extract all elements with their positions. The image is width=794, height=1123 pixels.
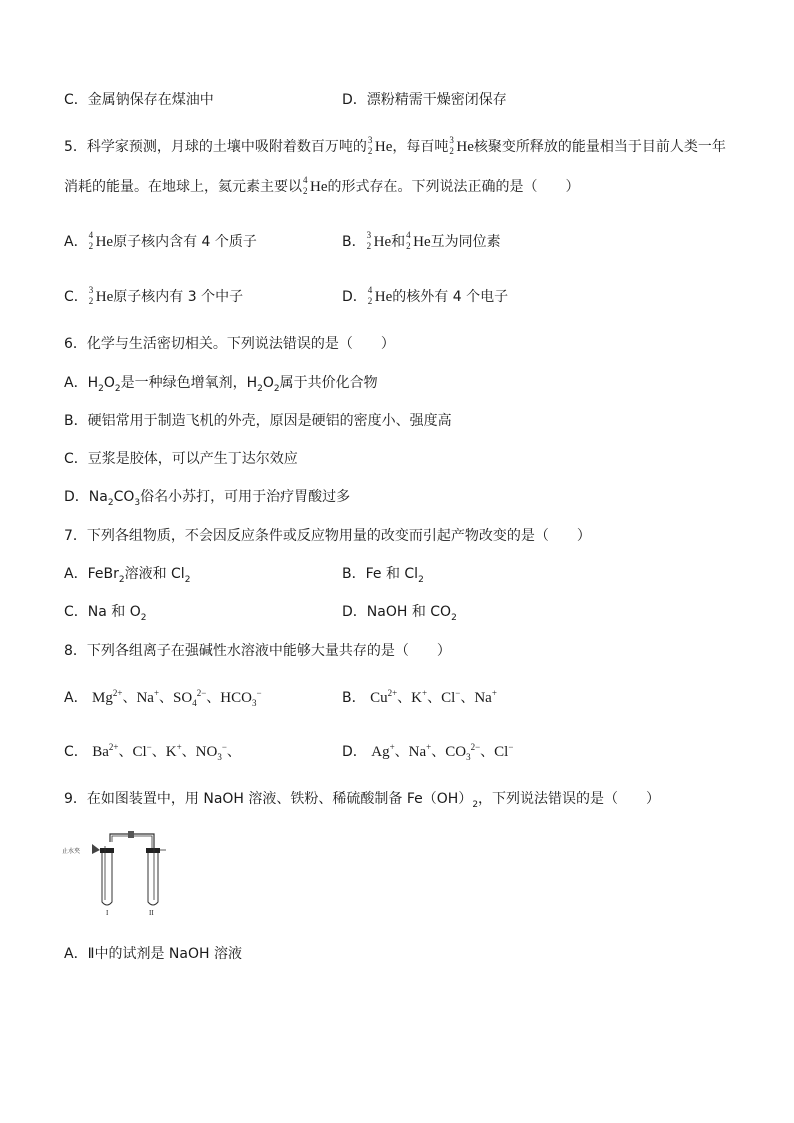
q9-option-a: A．Ⅱ中的试剂是 NaOH 溶液 <box>64 946 242 962</box>
q7-stem: 7．下列各组物质，不会因反应条件或反应物用量的改变而引起产物改变的是（ ） <box>64 528 591 544</box>
q6-stem: 6．化学与生活密切相关。下列说法错误的是（ ） <box>64 336 395 352</box>
q7-option-d: D．NaOH 和 $CO_2$ <box>342 604 457 623</box>
tube-ii-label: II <box>149 909 154 916</box>
q5-option-b: B． 3 2 He和 4 2 He互为同位素 <box>342 230 501 251</box>
q8-option-d: D． Ag+、Na+、$CO_3^{2-}$、Cl− <box>342 742 514 762</box>
q4-option-d: D．漂粉精需干燥密闭保存 <box>342 92 507 108</box>
q5-option-c: C． 3 2 He原子核内有 3 个中子 <box>64 285 244 306</box>
apparatus-figure <box>62 826 178 916</box>
q5-stem-line2: 消耗的能量。在地球上，氦元素主要以 4 2 He的形式存在。下列说法正确的是（ ） <box>64 175 580 196</box>
q7-option-a: A．FeBr$_2$溶液和 $Cl_2$ <box>64 566 191 585</box>
clamp-label: 止水夹 <box>62 848 81 855</box>
q7-option-c: C．Na 和 $O_2$ <box>64 604 147 623</box>
q6-option-b: B．硬铝常用于制造飞机的外壳，原因是硬铝的密度小、强度高 <box>64 413 452 429</box>
q8-option-c: C． $Ba^{2+}$、Cl−、K+、$NO_3^-$、 <box>64 742 241 762</box>
q5-option-a: A． 4 2 He原子核内含有 4 个质子 <box>64 230 257 251</box>
q9-stem: 9．在如图装置中，用 NaOH 溶液、铁粉、稀硫酸制备 $Fe(OH)_2$，下列说法错误的是（ ） <box>64 791 661 810</box>
q8-option-b: B． $Cu^{2+}$、K+、Cl−、Na+ <box>342 688 497 706</box>
q7-option-b: B．Fe 和 $Cl_2$ <box>342 566 424 585</box>
q6-option-a: A．$H_2O_2$是一种绿色增氧剂，$H_2O_2$属于共价化合物 <box>64 375 378 394</box>
q8-stem: 8．下列各组离子在强碱性水溶液中能够大量共存的是（ ） <box>64 643 451 659</box>
q6-option-d: D．$Na_2CO_3$俗名小苏打，可用于治疗胃酸过多 <box>64 489 351 508</box>
q8-option-a: A． $Mg^{2+}$、Na+、$SO_4^{2-}$、$HCO_3^-$ <box>64 688 262 708</box>
q5-stem-line1: 5．科学家预测，月球的土壤中吸附着数百万吨的 3 2 He，每百吨 3 2 He核聚变所释放的能量相当于目前人类一年 <box>64 135 726 156</box>
q6-option-c: C．豆浆是胶体，可以产生丁达尔效应 <box>64 451 298 467</box>
q5-option-d: D． 4 2 He的核外有 4 个电子 <box>342 285 509 306</box>
q4-option-c: C．金属钠保存在煤油中 <box>64 92 214 108</box>
tube-i-label: I <box>106 909 109 916</box>
